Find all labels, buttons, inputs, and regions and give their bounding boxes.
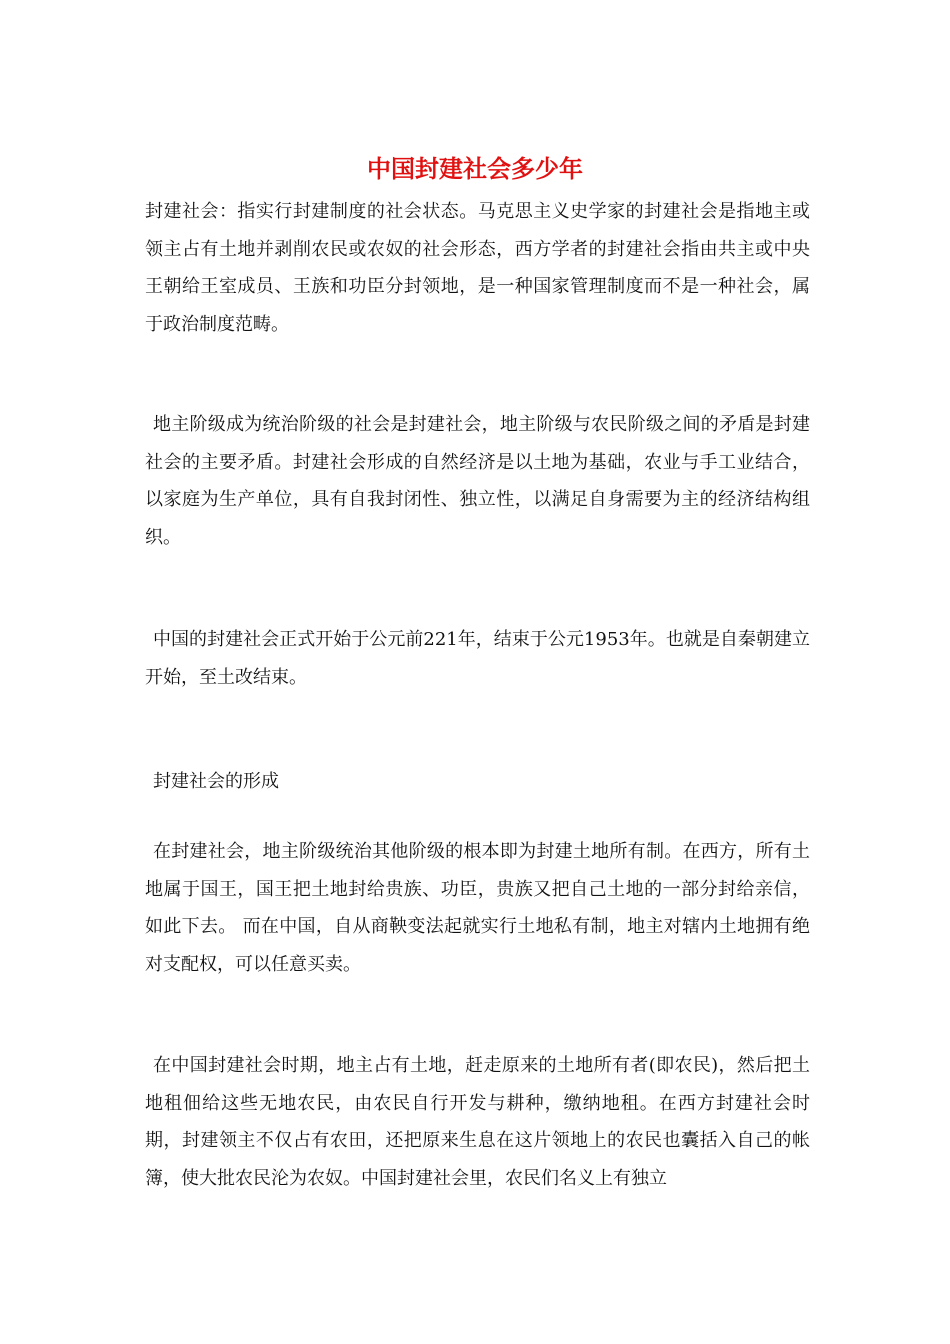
paragraph-land-ownership: 在封建社会，地主阶级统治其他阶级的根本即为封建土地所有制。在西方，所有土地属于国王，国王把土地封给贵族、功臣，贵族又把自己土地的一部分封给亲信，如此下去。 而在中国，自从商鞅变法起就实行土地私有制，地主对辖内土地拥有绝对支配权，可以任意买卖。 [145, 841, 810, 975]
paragraph-duration: 中国的封建社会正式开始于公元前221年，结束于公元1953年。也就是自秦朝建立开始，至土改结束。 [145, 629, 810, 688]
section-heading-formation: 封建社会的形成 [153, 771, 279, 792]
paragraph-landlord-class: 地主阶级成为统治阶级的社会是封建社会，地主阶级与农民阶级之间的矛盾是封建社会的主要矛盾。封建社会形成的自然经济是以土地为基础，农业与手工业结合，以家庭为生产单位，具有自我封闭性、独立性，以满足自身需要为主的经济结构组织。 [145, 414, 810, 548]
document-title: 中国封建社会多少年 [367, 155, 583, 183]
paragraph-tenancy: 在中国封建社会时期，地主占有土地，赶走原来的土地所有者(即农民)，然后把土地租佃给这些无地农民，由农民自行开发与耕种，缴纳地租。在西方封建社会时期，封建领主不仅占有农田，还把原来生息在这片领地上的农民也囊括入自己的帐簿，使大批农民沦为农奴。中国封建社会里，农民们名义上有独立 [145, 1055, 810, 1189]
paragraph-definition: 封建社会：指实行封建制度的社会状态。马克思主义史学家的封建社会是指地主或领主占有土地并剥削农民或农奴的社会形态，西方学者的封建社会指由共主或中央王朝给王室成员、王族和功臣分封领地，是一种国家管理制度而不是一种社会，属于政治制度范畴。 [145, 201, 810, 335]
